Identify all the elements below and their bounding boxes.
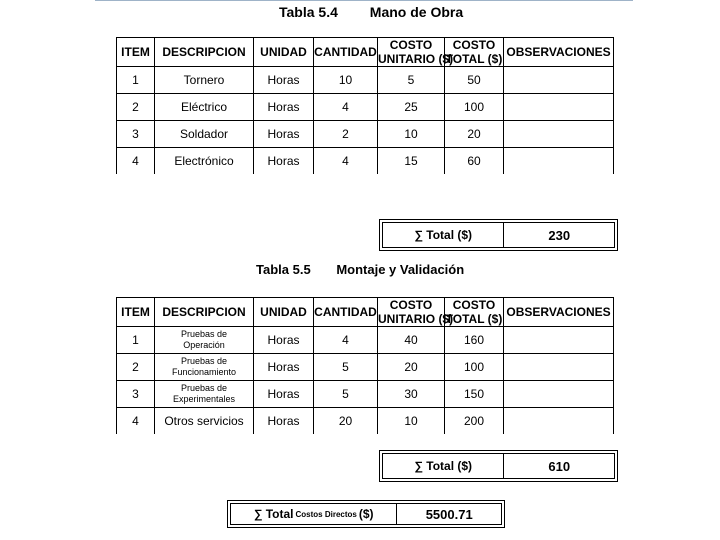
- cell-descripcion: Pruebas de Experimentales: [155, 381, 254, 408]
- cell-costo-unitario: 40: [378, 327, 445, 354]
- cell-costo-total: 50: [445, 67, 504, 94]
- cell-observaciones: [504, 148, 614, 175]
- table-5-4-total: [382, 222, 615, 248]
- cell-item: 3: [117, 381, 155, 408]
- cell-costo-total: 200: [445, 408, 504, 435]
- col-descripcion: DESCRIPCION: [155, 298, 254, 327]
- cell-item: 1: [117, 327, 155, 354]
- table-header-row: [117, 38, 614, 67]
- cell-costo-total: 160: [445, 327, 504, 354]
- cell-observaciones: [504, 408, 614, 435]
- col-costo-total: COSTO TOTAL ($): [445, 38, 503, 66]
- table-row: [117, 67, 614, 94]
- cell-costo-total: 20: [445, 121, 504, 148]
- table-row: [117, 408, 614, 435]
- cell-descripcion: Pruebas de Funcionamiento: [155, 354, 254, 381]
- cell-cantidad: 5: [314, 354, 378, 381]
- cell-costo-unitario: 30: [378, 381, 445, 408]
- cell-unidad: Horas: [254, 408, 314, 435]
- total-label: ∑ Total ($): [383, 223, 504, 247]
- table-5-4-caption: [279, 4, 463, 20]
- cell-item: 1: [117, 67, 155, 94]
- col-unidad: UNIDAD: [254, 38, 314, 67]
- cell-descripcion: Otros servicios: [155, 408, 254, 435]
- table-row: [117, 354, 614, 381]
- cell-costo-total: 150: [445, 381, 504, 408]
- cell-descripcion: Eléctrico: [155, 94, 254, 121]
- total-label: ∑ Total ($): [383, 454, 504, 478]
- cell-observaciones: [504, 327, 614, 354]
- cell-cantidad: 20: [314, 408, 378, 435]
- table-5-5: [116, 297, 614, 434]
- cell-costo-unitario: 25: [378, 94, 445, 121]
- cell-observaciones: [504, 121, 614, 148]
- col-descripcion: DESCRIPCION: [155, 38, 254, 67]
- cell-descripcion: Electrónico: [155, 148, 254, 175]
- cell-item: 3: [117, 121, 155, 148]
- cell-unidad: Horas: [254, 354, 314, 381]
- cell-unidad: Horas: [254, 148, 314, 175]
- cell-cantidad: 10: [314, 67, 378, 94]
- table-row: [117, 327, 614, 354]
- cell-descripcion: Pruebas de Operación: [155, 327, 254, 354]
- cell-cantidad: 4: [314, 327, 378, 354]
- cell-unidad: Horas: [254, 94, 314, 121]
- col-cantidad: CANTIDAD: [314, 38, 378, 67]
- table-5-5-caption: [256, 262, 464, 277]
- cell-observaciones: [504, 381, 614, 408]
- caption-title: Montaje y Validación: [336, 262, 465, 277]
- cell-unidad: Horas: [254, 381, 314, 408]
- cell-costo-unitario: 10: [378, 408, 445, 435]
- cell-observaciones: [504, 354, 614, 381]
- col-costo-unitario: COSTO UNITARIO ($): [378, 298, 454, 326]
- cell-unidad: Horas: [254, 121, 314, 148]
- cell-item: 4: [117, 148, 155, 175]
- col-unidad: UNIDAD: [254, 298, 314, 327]
- total-value: 230: [548, 227, 571, 243]
- cell-item: 2: [117, 354, 155, 381]
- col-observaciones: OBSERVACIONES: [504, 38, 614, 67]
- cell-cantidad: 5: [314, 381, 378, 408]
- cell-observaciones: [504, 67, 614, 94]
- col-item: ITEM: [117, 298, 155, 327]
- cell-cantidad: 2: [314, 121, 378, 148]
- cell-unidad: Horas: [254, 327, 314, 354]
- cell-costo-unitario: 5: [378, 67, 445, 94]
- grand-total: [230, 503, 502, 525]
- table-5-4: [116, 37, 614, 174]
- table-row: [117, 148, 614, 175]
- col-costo-unitario: COSTO UNITARIO ($): [378, 38, 454, 66]
- table-row: [117, 381, 614, 408]
- col-observaciones: OBSERVACIONES: [504, 298, 614, 327]
- cell-descripcion: Tornero: [155, 67, 254, 94]
- cell-item: 2: [117, 94, 155, 121]
- table-row: [117, 94, 614, 121]
- total-value: 610: [548, 458, 571, 474]
- col-cantidad: CANTIDAD: [314, 298, 378, 327]
- grand-total-label: ∑ Total Costos Directos ($): [231, 504, 397, 524]
- caption-title: Mano de Obra: [369, 4, 464, 20]
- top-rule: [95, 0, 633, 1]
- table-header-row: [117, 298, 614, 327]
- cell-observaciones: [504, 94, 614, 121]
- cell-unidad: Horas: [254, 67, 314, 94]
- cell-cantidad: 4: [314, 94, 378, 121]
- cell-costo-total: 100: [445, 94, 504, 121]
- table-5-5-total: [382, 453, 615, 479]
- caption-number: Tabla 5.5: [256, 262, 311, 277]
- caption-number: Tabla 5.4: [279, 4, 338, 20]
- cell-item: 4: [117, 408, 155, 435]
- cell-costo-unitario: 20: [378, 354, 445, 381]
- cell-costo-unitario: 15: [378, 148, 445, 175]
- col-item: ITEM: [117, 38, 155, 67]
- table-row: [117, 121, 614, 148]
- cell-costo-unitario: 10: [378, 121, 445, 148]
- cell-costo-total: 60: [445, 148, 504, 175]
- cell-cantidad: 4: [314, 148, 378, 175]
- cell-descripcion: Soldador: [155, 121, 254, 148]
- grand-total-value: 5500.71: [425, 506, 473, 522]
- col-costo-total: COSTO TOTAL ($): [445, 298, 503, 326]
- cell-costo-total: 100: [445, 354, 504, 381]
